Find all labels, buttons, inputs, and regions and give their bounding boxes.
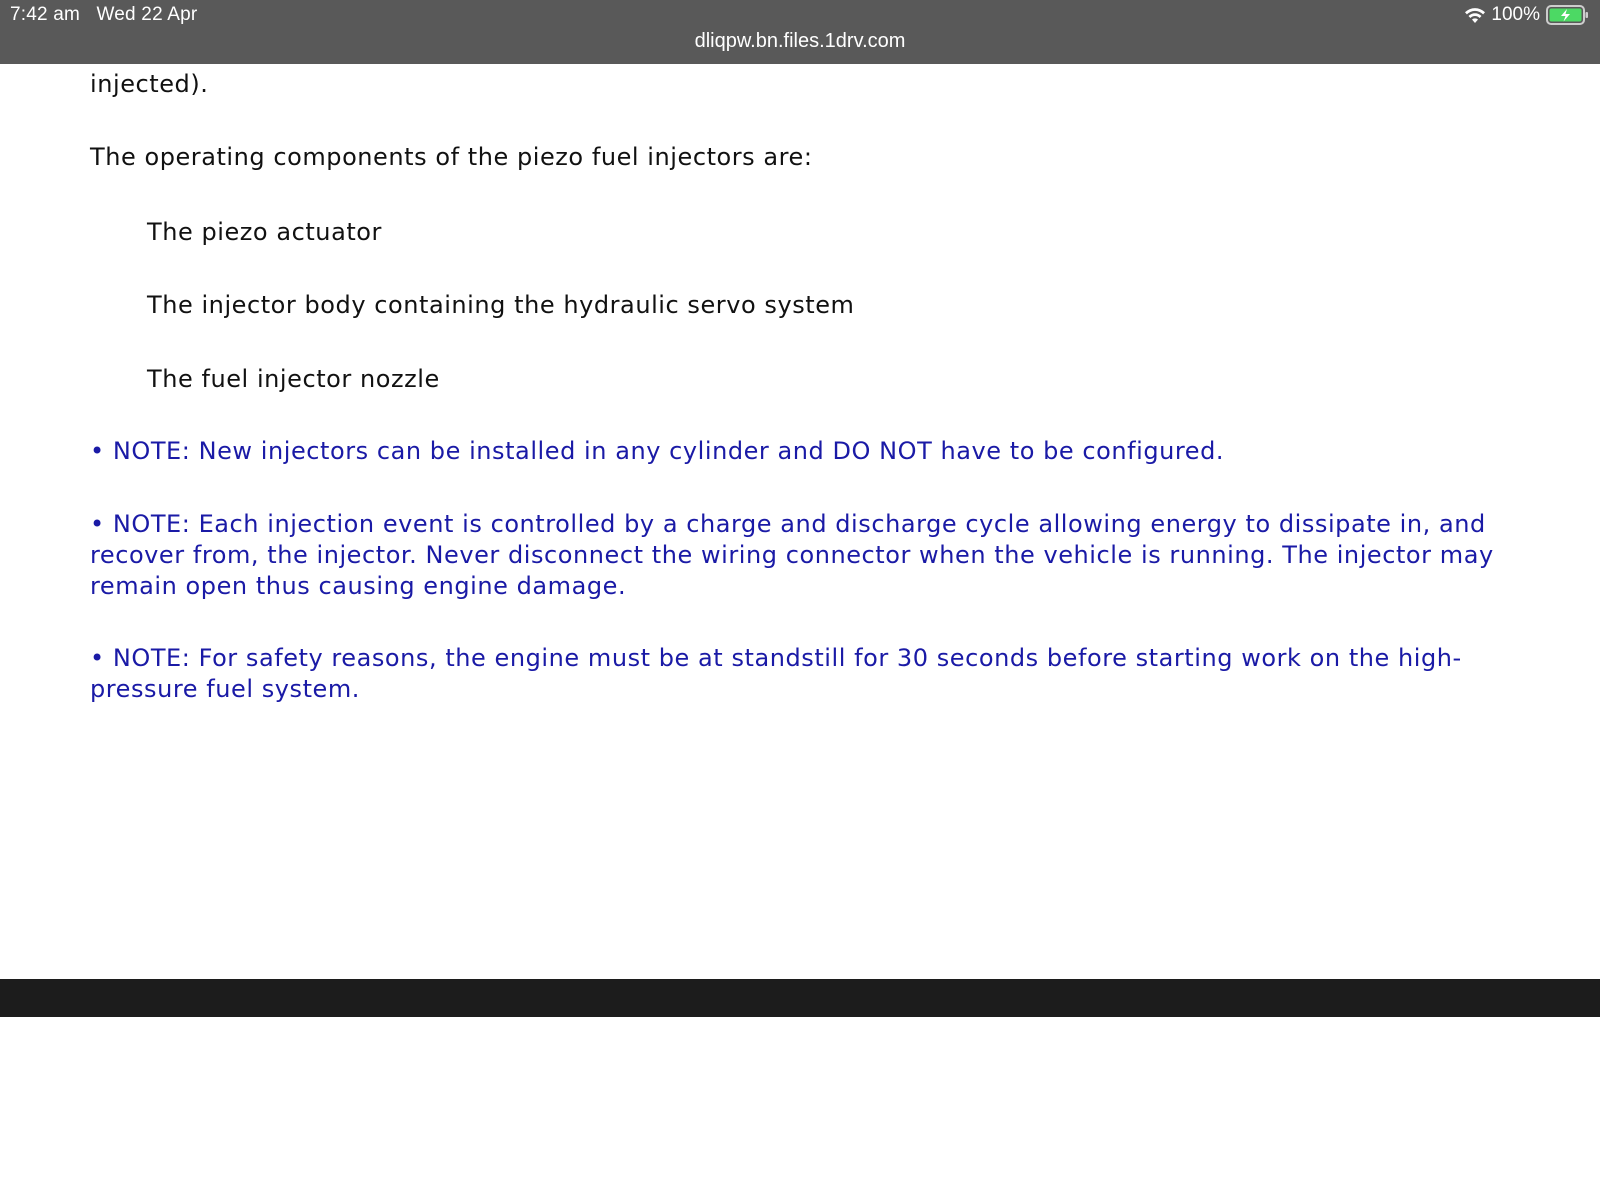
components-intro: The operating components of the piezo fuel injectors are:	[90, 143, 813, 171]
wifi-icon	[1463, 6, 1487, 24]
status-time-date	[10, 4, 197, 26]
url-address[interactable]: dliqpw.bn.files.1drv.com	[694, 30, 906, 52]
previous-paragraph-end: injected).	[90, 70, 209, 98]
component-item: The injector body containing the hydraulic servo system	[147, 291, 855, 319]
component-item: The piezo actuator	[147, 218, 382, 246]
document-viewer[interactable]	[0, 64, 1600, 979]
battery-percent: 100%	[1491, 4, 1540, 25]
component-item: The fuel injector nozzle	[147, 365, 440, 393]
battery-charging-icon	[1546, 5, 1590, 25]
note-safety: • NOTE: For safety reasons, the engine must be at standstill for 30 seconds before starting work on the high-pressure fuel system.	[90, 644, 1462, 703]
status-time: 7:42 am	[10, 4, 81, 25]
bottom-toolbar	[0, 979, 1600, 1017]
status-bar	[0, 0, 1600, 64]
status-date: Wed 22 Apr	[96, 4, 198, 25]
note-injection-event: • NOTE: Each injection event is controlled by a charge and discharge cycle allowing energy to dissipate in, and recover from, the injector. Never disconnect the wiring connector when the vehicle is running. The injector may remain open thus causing engine damage.	[90, 510, 1494, 600]
note-configuration: • NOTE: New injectors can be installed in any cylinder and DO NOT have to be configured.	[90, 437, 1225, 465]
status-indicators	[1463, 4, 1590, 26]
